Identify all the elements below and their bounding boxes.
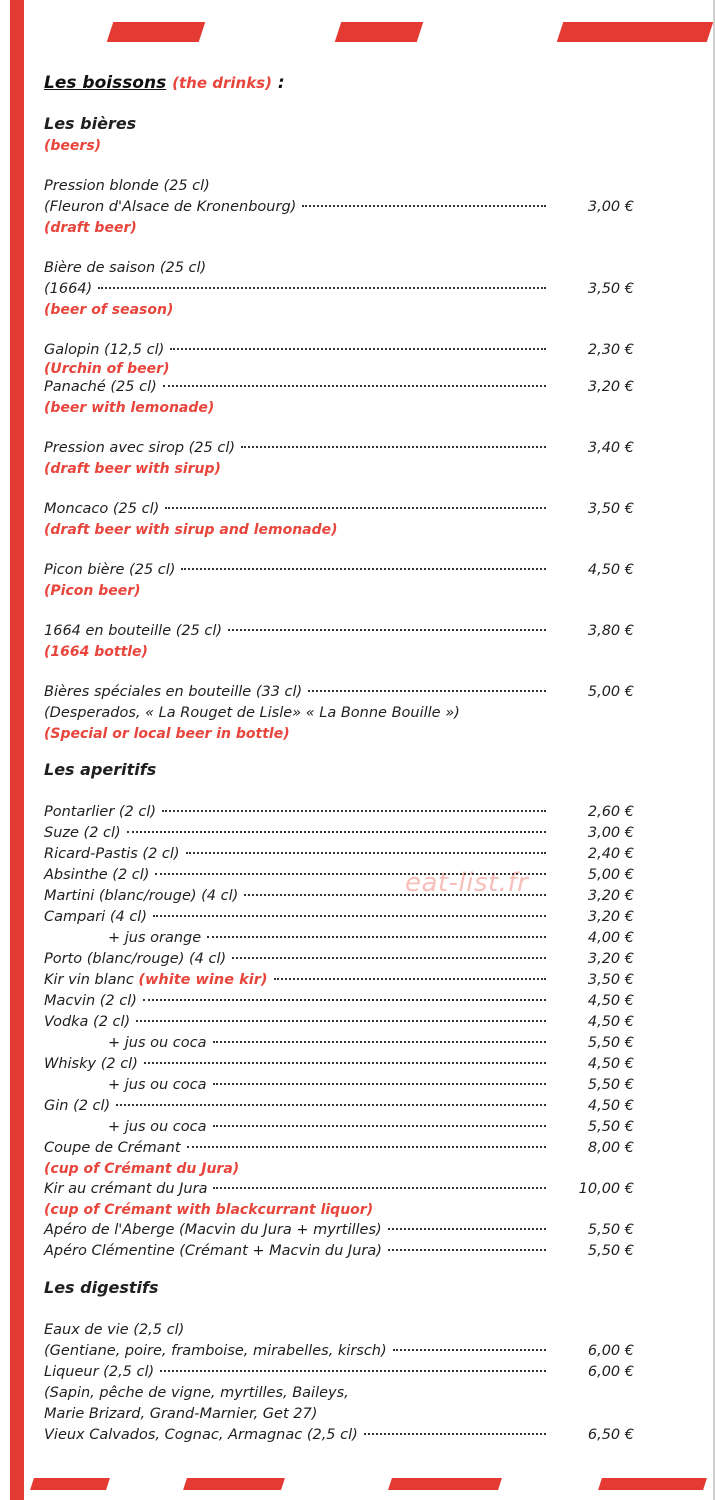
item-price: 5,50 €: [587, 1035, 634, 1051]
item-translation: (beer of season): [44, 302, 174, 318]
section-title-bieres: Les bières: [44, 114, 137, 133]
menu-item: [44, 340, 634, 361]
menu-item: [44, 1220, 634, 1241]
menu-title: [44, 68, 634, 98]
item-price: 3,50 €: [587, 281, 634, 297]
item-translation: (1664 bottle): [44, 644, 148, 660]
menu-item: [44, 907, 634, 928]
item-label: + jus ou coca: [108, 1077, 207, 1093]
menu-item: [44, 1033, 634, 1054]
menu-item: [44, 928, 634, 949]
item-label: (Gentiane, poire, framboise, mirabelles, kirsch): [44, 1343, 387, 1359]
item-price: 4,50 €: [587, 1014, 634, 1030]
item-line: Eaux de vie (2,5 cl): [44, 1322, 185, 1338]
item-label: + jus orange: [108, 930, 202, 946]
item-extra: (Desperados, « La Rouget de Lisle» « La Bonne Bouille »): [44, 705, 460, 721]
item-label: Ricard-Pastis (2 cl): [44, 846, 180, 862]
menu-item: [44, 1425, 634, 1446]
item-extra: (Sapin, pêche de vigne, myrtilles, Baileys,: [44, 1385, 349, 1401]
item-label: Pression avec sirop (25 cl): [44, 440, 236, 456]
item-line: Pression blonde (25 cl): [44, 178, 210, 194]
item-label: Galopin (12,5 cl): [44, 342, 165, 358]
item-inline-translation: (white wine kir): [138, 972, 268, 988]
item-price: 3,20 €: [587, 951, 634, 967]
top-stripe: [557, 22, 713, 42]
item-translation: (Picon beer): [44, 583, 141, 599]
item-price: 3,20 €: [587, 379, 634, 395]
item-label: (1664): [44, 281, 93, 297]
item-label: Liqueur (2,5 cl): [44, 1364, 155, 1380]
menu-item: [44, 1117, 634, 1138]
menu-title-suffix: :: [277, 73, 285, 93]
menu-item: [44, 823, 634, 844]
item-price: 5,00 €: [587, 867, 634, 883]
item-translation: (cup of Crémant du Jura): [44, 1161, 240, 1177]
menu-item: [44, 377, 634, 398]
item-label: 1664 en bouteille (25 cl): [44, 623, 223, 639]
section-title-digestifs: Les digestifs: [44, 1278, 159, 1297]
item-label: Panaché (25 cl): [44, 379, 157, 395]
item-translation: (Special or local beer in bottle): [44, 726, 290, 742]
menu-content: [44, 68, 634, 1446]
item-price: 5,00 €: [587, 684, 634, 700]
item-price: 3,50 €: [587, 501, 634, 517]
section-translation-bieres: (beers): [44, 138, 102, 154]
item-price: 2,40 €: [587, 846, 634, 862]
menu-item: [44, 1341, 634, 1362]
item-label: Pontarlier (2 cl): [44, 804, 157, 820]
item-translation: (draft beer with sirup and lemonade): [44, 522, 338, 538]
item-price: 10,00 €: [578, 1181, 634, 1197]
menu-item: [44, 197, 634, 218]
bottom-stripe: [598, 1478, 707, 1490]
menu-item: [44, 865, 634, 886]
menu-item: [44, 560, 634, 581]
item-price: 3,00 €: [587, 825, 634, 841]
item-price: 4,50 €: [587, 1098, 634, 1114]
item-price: 4,50 €: [587, 562, 634, 578]
item-translation: (beer with lemonade): [44, 400, 215, 416]
menu-item: [44, 682, 634, 703]
top-stripe: [335, 22, 423, 42]
item-label: Vodka (2 cl): [44, 1014, 131, 1030]
watermark: eat-list.fr: [405, 868, 529, 898]
item-label: Absinthe (2 cl): [44, 867, 150, 883]
item-label: Whisky (2 cl): [44, 1056, 138, 1072]
item-price: 3,50 €: [587, 972, 634, 988]
left-red-border: [0, 0, 26, 1500]
item-price: 2,60 €: [587, 804, 634, 820]
item-label: + jus ou coca: [108, 1119, 207, 1135]
item-price: 6,00 €: [587, 1343, 634, 1359]
item-label: Campari (4 cl): [44, 909, 147, 925]
item-label: Vieux Calvados, Cognac, Armagnac (2,5 cl): [44, 1427, 358, 1443]
menu-item: [44, 1179, 634, 1200]
item-price: 6,50 €: [587, 1427, 634, 1443]
item-price: 8,00 €: [587, 1140, 634, 1156]
item-price: 3,20 €: [587, 888, 634, 904]
item-label: Bières spéciales en bouteille (33 cl): [44, 684, 303, 700]
item-price: 5,50 €: [587, 1119, 634, 1135]
item-translation: (draft beer): [44, 220, 137, 236]
item-label: Kir vin blanc: [44, 972, 134, 988]
menu-item: [44, 802, 634, 823]
item-label: (Fleuron d'Alsace de Kronenbourg): [44, 199, 297, 215]
item-label: Martini (blanc/rouge) (4 cl): [44, 888, 239, 904]
menu-item: [44, 970, 634, 991]
item-label: Porto (blanc/rouge) (4 cl): [44, 951, 227, 967]
menu-item: [44, 499, 634, 520]
item-price: 5,50 €: [587, 1243, 634, 1259]
item-price: 5,50 €: [587, 1222, 634, 1238]
top-stripe: [107, 22, 205, 42]
item-label: Moncaco (25 cl): [44, 501, 160, 517]
menu-item: [44, 279, 634, 300]
menu-item: [44, 991, 634, 1012]
item-translation: (Urchin of beer): [44, 361, 170, 377]
bottom-stripe: [183, 1478, 285, 1490]
menu-title-translation: (the drinks): [172, 74, 272, 92]
item-line: Bière de saison (25 cl): [44, 260, 207, 276]
item-price: 6,00 €: [587, 1364, 634, 1380]
item-label: Kir au crémant du Jura: [44, 1181, 208, 1197]
menu-title-main: Les boissons: [44, 73, 167, 93]
bottom-stripe: [388, 1478, 502, 1490]
item-label: Coupe de Crémant: [44, 1140, 181, 1156]
item-translation: (cup of Crémant with blackcurrant liquor): [44, 1202, 374, 1218]
item-label: Gin (2 cl): [44, 1098, 111, 1114]
menu-item: [44, 886, 634, 907]
menu-item: [44, 1241, 634, 1262]
item-price: 4,50 €: [587, 993, 634, 1009]
item-price: 4,50 €: [587, 1056, 634, 1072]
menu-item: [44, 844, 634, 865]
item-price: 3,20 €: [587, 909, 634, 925]
item-extra: Marie Brizard, Grand-Marnier, Get 27): [44, 1406, 318, 1422]
item-label: + jus ou coca: [108, 1035, 207, 1051]
bottom-stripe: [30, 1478, 110, 1490]
item-price: 3,40 €: [587, 440, 634, 456]
menu-item: [44, 1054, 634, 1075]
item-price: 2,30 €: [587, 342, 634, 358]
menu-item: [44, 1362, 634, 1383]
item-label: Suze (2 cl): [44, 825, 121, 841]
item-label: Macvin (2 cl): [44, 993, 137, 1009]
menu-item: [44, 1012, 634, 1033]
section-title-aperitifs: Les aperitifs: [44, 760, 157, 779]
menu-item: [44, 1096, 634, 1117]
menu-item: [44, 438, 634, 459]
item-label: Picon bière (25 cl): [44, 562, 176, 578]
item-translation: (draft beer with sirup): [44, 461, 221, 477]
item-price: 5,50 €: [587, 1077, 634, 1093]
menu-item: [44, 949, 634, 970]
menu-item: [44, 1075, 634, 1096]
item-price: 3,80 €: [587, 623, 634, 639]
menu-item: [44, 621, 634, 642]
item-label: Apéro Clémentine (Crémant + Macvin du Jura): [44, 1243, 382, 1259]
item-price: 4,00 €: [587, 930, 634, 946]
item-label: Apéro de l'Aberge (Macvin du Jura + myrtilles): [44, 1222, 382, 1238]
menu-item: [44, 1138, 634, 1159]
item-price: 3,00 €: [587, 199, 634, 215]
